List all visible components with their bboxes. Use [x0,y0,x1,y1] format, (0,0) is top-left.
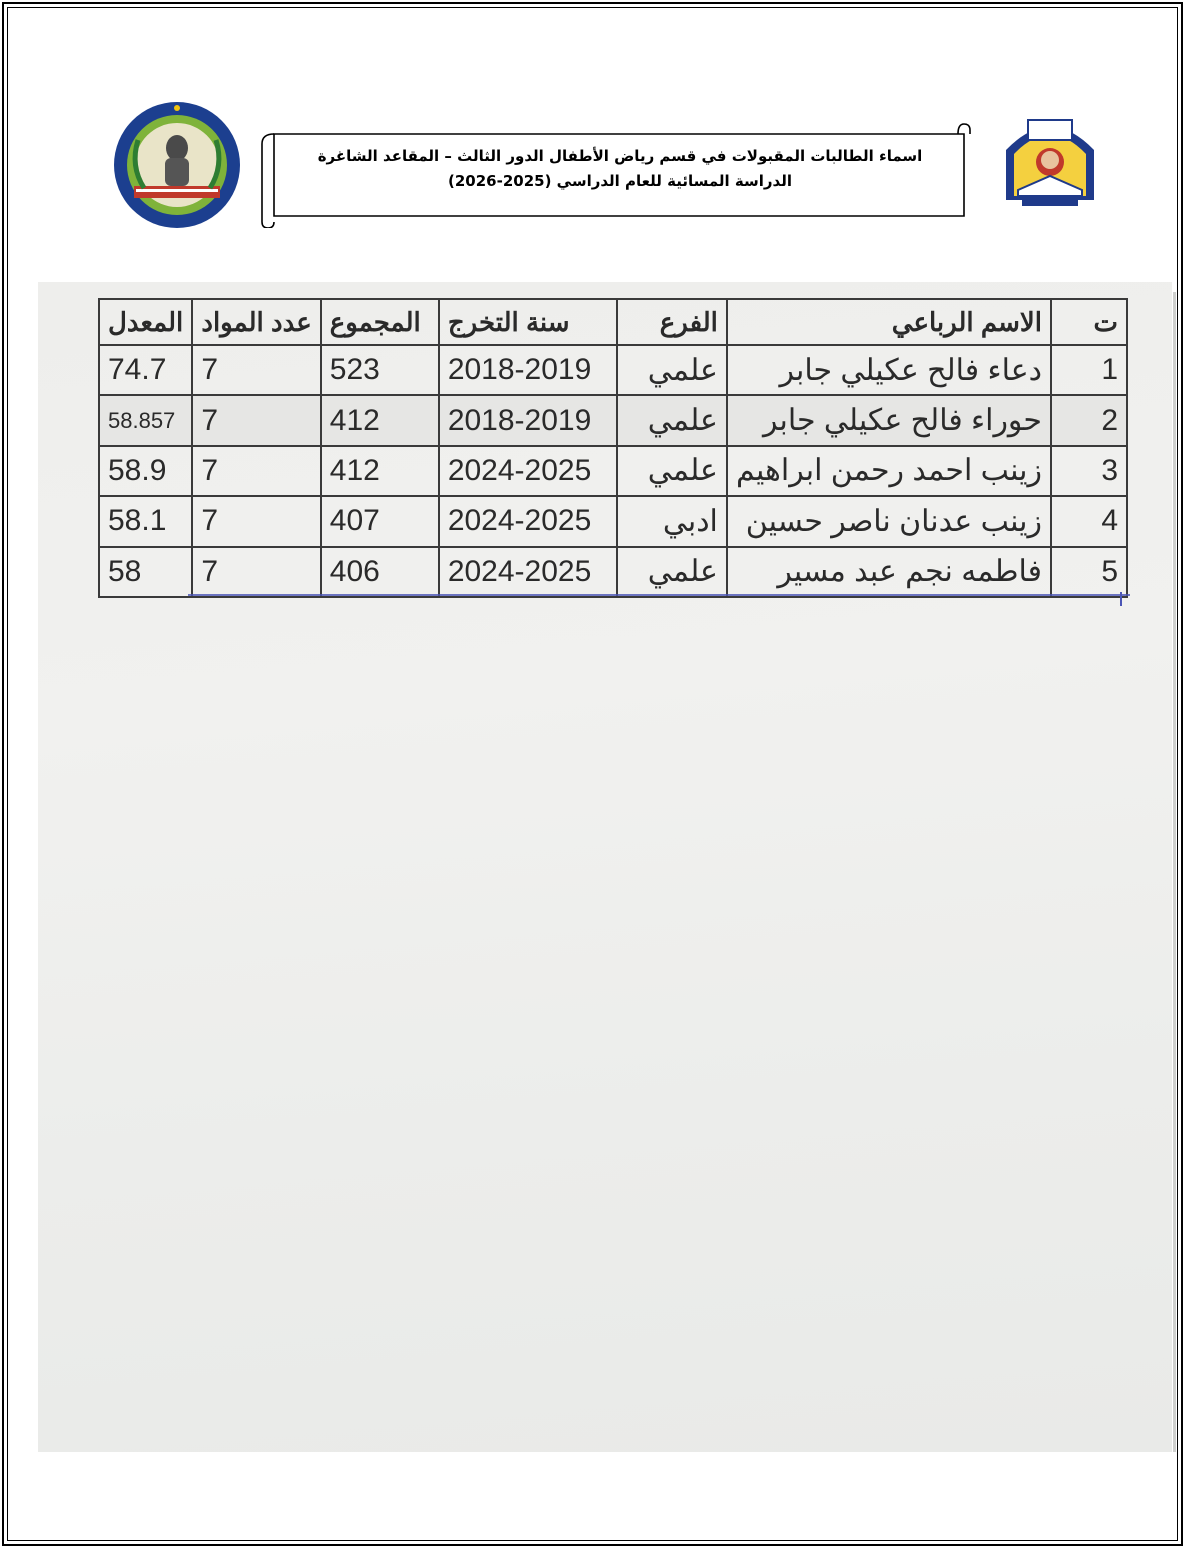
university-seal-icon [112,100,242,230]
title-banner [260,122,972,228]
cell-seq: 1 [1051,345,1127,395]
cell-name: زينب احمد رحمن ابراهيم [727,446,1051,496]
header-subjects: عدد المواد [192,299,320,345]
header-name: الاسم الرباعي [727,299,1051,345]
ink-tick [1120,592,1122,606]
page-title [280,144,960,194]
cell-seq: 3 [1051,446,1127,496]
cell-average: 58.857 [99,395,192,445]
cell-total: 523 [321,345,439,395]
cell-seq: 2 [1051,395,1127,445]
scan-edge-line [1173,292,1176,1452]
cell-branch: علمي [617,547,727,597]
table-row [99,547,1127,597]
cell-branch: ادبي [617,496,727,546]
cell-year: 2018-2019 [439,395,617,445]
cell-name: حوراء فالح عكيلي جابر [727,395,1051,445]
cell-year: 2018-2019 [439,345,617,395]
scanned-sheet [38,282,1172,1452]
cell-branch: علمي [617,345,727,395]
table-row [99,496,1127,546]
cell-average: 58.1 [99,496,192,546]
table-row [99,395,1127,445]
header-average: المعدل [99,299,192,345]
cell-seq: 4 [1051,496,1127,546]
cell-name: زينب عدنان ناصر حسين [727,496,1051,546]
cell-branch: علمي [617,446,727,496]
cell-name: فاطمه نجم عبد مسير [727,547,1051,597]
cell-subjects: 7 [192,395,320,445]
cell-branch: علمي [617,395,727,445]
header-total: المجموع [321,299,439,345]
college-emblem-icon [998,110,1102,210]
cell-name: دعاء فالح عكيلي جابر [727,345,1051,395]
cell-total: 412 [321,446,439,496]
ink-underline [188,594,1130,596]
results-table [98,298,1128,598]
cell-total: 406 [321,547,439,597]
table-row [99,345,1127,395]
cell-subjects: 7 [192,496,320,546]
cell-total: 407 [321,496,439,546]
cell-subjects: 7 [192,446,320,496]
cell-year: 2024-2025 [439,547,617,597]
title-line-2: الدراسة المسائية للعام الدراسي (2025-2026) [448,172,792,190]
cell-seq: 5 [1051,547,1127,597]
header-branch: الفرع [617,299,727,345]
table-row [99,446,1127,496]
cell-subjects: 7 [192,345,320,395]
cell-total: 412 [321,395,439,445]
cell-average: 74.7 [99,345,192,395]
cell-year: 2024-2025 [439,496,617,546]
cell-average: 58 [99,547,192,597]
header-seq: ت [1051,299,1127,345]
table-header-row [99,299,1127,345]
title-line-1: اسماء الطالبات المقبولات في قسم رياض الأطفال الدور الثالث – المقاعد الشاغرة [317,147,923,165]
cell-average: 58.9 [99,446,192,496]
header-year: سنة التخرج [439,299,617,345]
cell-year: 2024-2025 [439,446,617,496]
cell-subjects: 7 [192,547,320,597]
